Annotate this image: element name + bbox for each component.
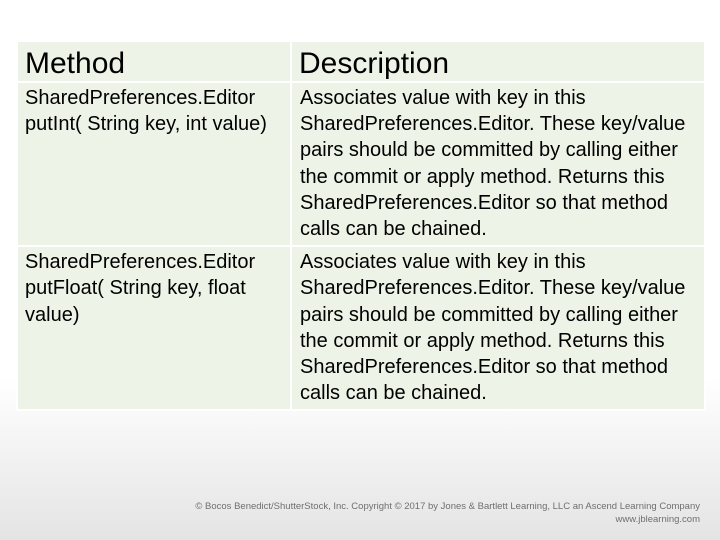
table-row-putfloat <box>17 246 705 410</box>
method-cell-putint: SharedPreferences.Editor putInt( String key, int value) <box>17 82 291 246</box>
table-header-row <box>17 41 705 82</box>
method-cell-putfloat: SharedPreferences.Editor putFloat( String key, float value) <box>17 246 291 410</box>
description-column-header: Description <box>291 41 705 82</box>
copyright-line: © Bocos Benedict/ShutterStock, Inc. Copyright © 2017 by Jones & Bartlett Learning, LLC an Ascend Learning Company <box>195 501 700 512</box>
methods-table <box>16 40 706 411</box>
description-cell-putfloat: Associates value with key in this SharedPreferences.Editor. These key/value pairs should be committed by calling either the commit or apply method. Returns this SharedPreferences.Editor so that method calls can be chained. <box>291 246 705 410</box>
description-cell-putint: Associates value with key in this SharedPreferences.Editor. These key/value pairs should be committed by calling either the commit or apply method. Returns this SharedPreferences.Editor so that method calls can be chained. <box>291 82 705 246</box>
website-line: www.jblearning.com <box>615 514 700 525</box>
table-row-putint <box>17 82 705 246</box>
copyright-footer <box>195 500 700 526</box>
method-column-header: Method <box>17 41 291 82</box>
